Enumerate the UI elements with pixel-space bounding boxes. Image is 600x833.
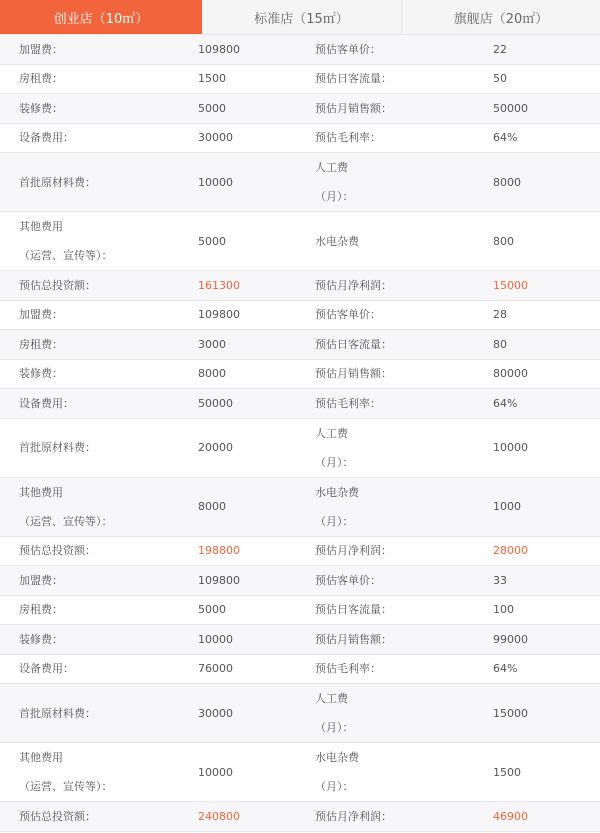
cost-label xyxy=(0,478,198,536)
estimate-label-line: 人工费 xyxy=(315,161,348,174)
cost-value: 109800 xyxy=(198,42,240,56)
cost-value: 5000 xyxy=(198,234,226,248)
estimate-label-line: （月）： xyxy=(315,514,354,528)
cost-label: 装修费： xyxy=(19,101,63,115)
estimate-label-line: 人工费 xyxy=(315,692,348,705)
estimate-label xyxy=(315,684,493,742)
estimate-label: 预估客单价： xyxy=(315,42,381,56)
tab-flagship-store[interactable]: 旗舰店（20㎡） xyxy=(401,0,600,34)
estimate-value: 15000 xyxy=(493,706,528,720)
total-investment-value: 198800 xyxy=(198,544,240,558)
table-section-1 xyxy=(0,35,600,301)
estimate-value: 99000 xyxy=(493,632,528,646)
estimate-label: 水电杂费 xyxy=(315,234,359,248)
estimate-label-line: 人工费 xyxy=(315,426,348,440)
estimate-label-line: 水电杂费 xyxy=(315,485,359,499)
table-row xyxy=(0,537,600,567)
cost-value: 50000 xyxy=(198,396,233,410)
cost-label: 首批原材料费： xyxy=(19,441,96,454)
cost-label: 加盟费： xyxy=(19,42,63,56)
total-investment-value: 161300 xyxy=(198,278,240,292)
net-profit-value: 15000 xyxy=(493,278,528,292)
estimate-value: 28 xyxy=(493,308,507,322)
table-row xyxy=(0,35,600,65)
table-row xyxy=(0,743,600,802)
estimate-label: 预估月销售额： xyxy=(315,632,392,646)
estimate-label: 预估日客流量： xyxy=(315,337,392,351)
table-row xyxy=(0,802,600,832)
cost-label: 加盟费： xyxy=(19,573,63,587)
cost-label-line: 其他费用 xyxy=(19,751,63,764)
tab-startup-store[interactable]: 创业店（10㎡） xyxy=(0,0,202,34)
cost-label: 预估总投资额： xyxy=(19,809,96,823)
store-type-tabs xyxy=(0,0,600,35)
cost-value: 109800 xyxy=(198,308,240,322)
estimate-label-line: （月）： xyxy=(315,455,354,469)
table-row xyxy=(0,625,600,655)
cost-label: 装修费： xyxy=(19,367,63,381)
estimate-value: 50000 xyxy=(493,101,528,115)
estimate-label-line: （月）： xyxy=(315,721,354,734)
table-row xyxy=(0,212,600,271)
estimate-value: 64% xyxy=(493,396,518,410)
cost-value: 10000 xyxy=(198,765,233,779)
estimate-label: 预估月净利润： xyxy=(315,809,392,823)
cost-value: 30000 xyxy=(198,131,233,145)
cost-label: 房租费： xyxy=(19,337,63,351)
net-profit-value: 46900 xyxy=(493,809,528,823)
estimate-value: 50 xyxy=(493,72,507,86)
estimate-label-line: （月）： xyxy=(315,190,354,203)
table-row xyxy=(0,655,600,685)
cost-label-line: （运营、宣传等）： xyxy=(19,514,113,528)
cost-value: 10000 xyxy=(198,632,233,646)
cost-label: 加盟费： xyxy=(19,308,63,322)
cost-label-line: 其他费用 xyxy=(19,220,63,233)
cost-table xyxy=(0,35,600,832)
cost-value: 20000 xyxy=(198,441,233,454)
cost-label xyxy=(0,212,198,270)
estimate-label xyxy=(315,478,493,536)
table-row xyxy=(0,596,600,626)
estimate-label: 预估月净利润： xyxy=(315,544,392,558)
cost-value: 8000 xyxy=(198,500,226,513)
cost-value: 3000 xyxy=(198,337,226,351)
estimate-value: 800 xyxy=(493,234,514,248)
cost-label: 装修费： xyxy=(19,632,63,646)
table-row xyxy=(0,478,600,537)
table-row xyxy=(0,419,600,478)
cost-label: 设备费用： xyxy=(19,396,74,410)
estimate-label: 预估客单价： xyxy=(315,308,381,322)
estimate-value: 80000 xyxy=(493,367,528,381)
net-profit-value: 28000 xyxy=(493,544,528,558)
total-investment-value: 240800 xyxy=(198,809,240,823)
table-row xyxy=(0,65,600,95)
estimate-value: 100 xyxy=(493,603,514,617)
estimate-label xyxy=(315,419,493,477)
estimate-value: 22 xyxy=(493,42,507,56)
cost-label: 设备费用： xyxy=(19,662,74,676)
table-row xyxy=(0,684,600,743)
estimate-label: 预估日客流量： xyxy=(315,603,392,617)
table-section-2 xyxy=(0,301,600,567)
estimate-label: 预估毛利率： xyxy=(315,662,381,676)
cost-label: 首批原材料费： xyxy=(19,175,96,189)
estimate-label xyxy=(315,743,493,801)
estimate-label: 预估日客流量： xyxy=(315,72,392,86)
tab-standard-store[interactable]: 标准店（15㎡） xyxy=(202,0,401,34)
cost-label xyxy=(0,743,198,801)
estimate-label: 预估毛利率： xyxy=(315,396,381,410)
estimate-label-line: 水电杂费 xyxy=(315,751,359,764)
cost-value: 76000 xyxy=(198,662,233,676)
cost-value: 109800 xyxy=(198,573,240,587)
table-row xyxy=(0,389,600,419)
estimate-value: 1000 xyxy=(493,500,521,513)
cost-value: 8000 xyxy=(198,367,226,381)
cost-label: 预估总投资额： xyxy=(19,278,96,292)
cost-label: 房租费： xyxy=(19,603,63,617)
estimate-label: 预估毛利率： xyxy=(315,131,381,145)
estimate-value: 10000 xyxy=(493,441,528,454)
table-row xyxy=(0,330,600,360)
cost-value: 30000 xyxy=(198,706,233,720)
estimate-value: 8000 xyxy=(493,175,521,189)
cost-label: 首批原材料费： xyxy=(19,706,96,720)
estimate-label: 预估月销售额： xyxy=(315,367,392,381)
table-row xyxy=(0,94,600,124)
cost-label-line: 其他费用 xyxy=(19,485,63,499)
cost-label: 设备费用： xyxy=(19,131,74,145)
cost-label: 房租费： xyxy=(19,72,63,86)
table-row xyxy=(0,360,600,390)
estimate-value: 64% xyxy=(493,662,518,676)
estimate-label: 预估月销售额： xyxy=(315,101,392,115)
estimate-label xyxy=(315,153,493,211)
cost-value: 5000 xyxy=(198,603,226,617)
table-row xyxy=(0,124,600,154)
estimate-label: 预估客单价： xyxy=(315,573,381,587)
table-row xyxy=(0,271,600,301)
cost-value: 10000 xyxy=(198,175,233,189)
cost-label-line: （运营、宣传等）： xyxy=(19,780,113,793)
cost-value: 1500 xyxy=(198,72,226,86)
table-row xyxy=(0,301,600,331)
table-section-3 xyxy=(0,566,600,832)
estimate-value: 1500 xyxy=(493,765,521,779)
cost-value: 5000 xyxy=(198,101,226,115)
estimate-value: 80 xyxy=(493,337,507,351)
estimate-label: 预估月净利润： xyxy=(315,278,392,292)
estimate-value: 64% xyxy=(493,131,518,145)
cost-label: 预估总投资额： xyxy=(19,544,96,558)
cost-label-line: （运营、宣传等）： xyxy=(19,249,113,262)
estimate-label-line: （月）： xyxy=(315,780,354,793)
table-row xyxy=(0,153,600,212)
table-row xyxy=(0,566,600,596)
estimate-value: 33 xyxy=(493,573,507,587)
